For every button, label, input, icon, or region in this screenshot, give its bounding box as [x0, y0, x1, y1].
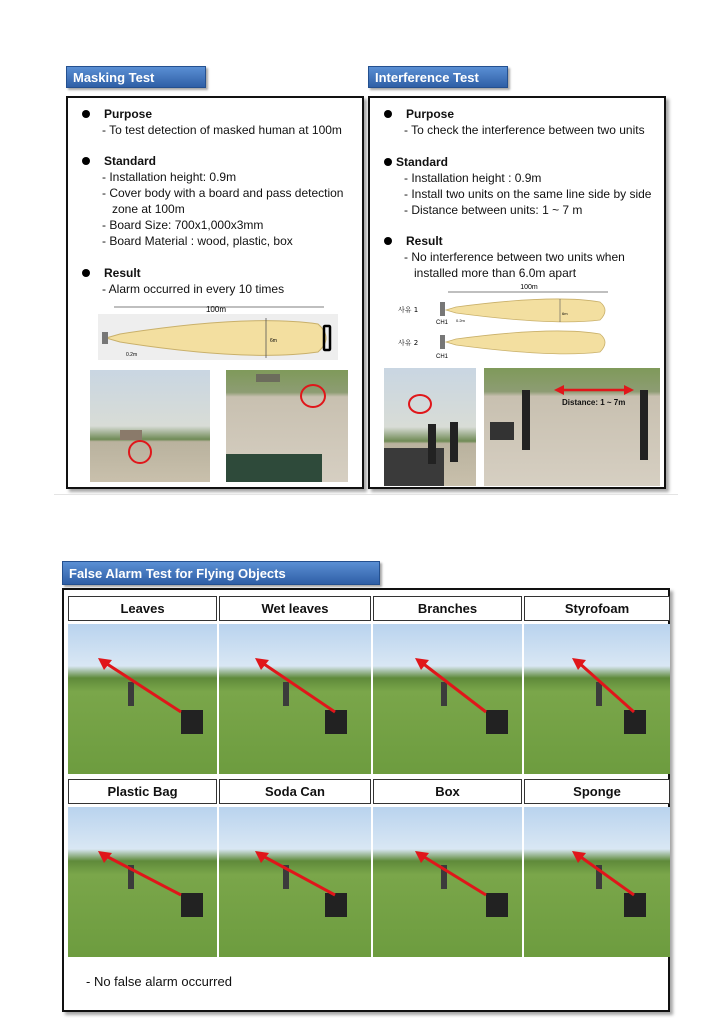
bullet-icon	[82, 157, 90, 165]
trajectory-arrow	[219, 807, 371, 957]
sensor-icon	[440, 335, 445, 349]
beam-unit-2	[446, 331, 605, 354]
masking-test-panel	[66, 96, 364, 489]
interference-standard	[370, 154, 664, 218]
unit1-label: 사유 1	[398, 306, 419, 314]
interference-test-panel	[368, 96, 666, 489]
tripod-shape	[450, 422, 458, 462]
interference-standard-head: Standard	[370, 154, 664, 170]
interference-zone-diagram	[394, 282, 644, 364]
object-label-branches: Branches	[373, 596, 522, 621]
masking-purpose-line: - To test detection of masked human at 100m	[102, 123, 342, 137]
ch-label: CH1	[436, 320, 449, 326]
bullet-icon	[82, 269, 90, 277]
object-photo-branches	[373, 624, 522, 774]
object-photo-styrofoam	[524, 624, 670, 774]
interference-result-line: - No interference between two units when	[404, 250, 625, 264]
height-label: 0.2m	[456, 318, 465, 323]
interference-result	[370, 233, 664, 281]
masking-result-line: - Alarm occurred in every 10 times	[102, 282, 285, 296]
masking-standard	[68, 153, 362, 249]
masking-purpose-head: Purpose	[68, 106, 362, 122]
width-label: 6m	[562, 311, 568, 316]
object-photo-plastic-bag	[68, 807, 217, 957]
trajectory-arrow	[68, 807, 217, 957]
sensor-icon	[102, 332, 108, 344]
masking-standard-line: zone at 100m	[112, 202, 185, 216]
beam-unit-1	[446, 299, 605, 322]
object-label-plastic-bag: Plastic Bag	[68, 779, 217, 804]
distance-label: Distance: 1 ~ 7m	[562, 398, 626, 407]
object-label-wet-leaves: Wet leaves	[219, 596, 371, 621]
object-photo-sponge	[524, 807, 670, 957]
interference-purpose-line: - To check the interference between two units	[404, 123, 645, 137]
masking-standard-line: - Board Size: 700x1,000x3mm	[102, 218, 264, 232]
false-alarm-result: - No false alarm occurred	[86, 974, 232, 989]
masking-photo-far	[90, 370, 210, 482]
unit2-label: 사유 2	[398, 339, 419, 347]
bullet-icon	[384, 110, 392, 118]
masking-zone-diagram	[98, 302, 338, 360]
object-photo-leaves	[68, 624, 217, 774]
masking-standard-head: Standard	[68, 153, 362, 169]
test-object-grid	[68, 596, 664, 962]
vehicle-shape	[226, 454, 322, 482]
interference-standard-line: - Distance between units: 1 ~ 7 m	[404, 203, 583, 217]
masking-standard-line: - Board Material : wood, plastic, box	[102, 234, 293, 248]
trajectory-arrow	[219, 624, 371, 774]
object-photo-soda-can	[219, 807, 371, 957]
object-photo-wet-leaves	[219, 624, 371, 774]
interference-photo-field	[384, 368, 476, 486]
length-label: 100m	[520, 284, 538, 291]
masking-result	[68, 265, 362, 297]
trajectory-arrow	[373, 807, 522, 957]
object-label-soda-can: Soda Can	[219, 779, 371, 804]
false-alarm-panel	[62, 588, 670, 1012]
object-label-leaves: Leaves	[68, 596, 217, 621]
trajectory-arrow	[68, 624, 217, 774]
height-label: 0.2m	[126, 352, 138, 358]
interference-standard-line: - Install two units on the same line side by side	[404, 187, 652, 201]
interference-purpose-head: Purpose	[370, 106, 664, 122]
marker-circle	[408, 394, 432, 414]
laptop-shape	[490, 422, 514, 440]
interference-test-tab: Interference Test	[368, 66, 508, 88]
interference-photo-units	[484, 368, 660, 486]
masking-photo-near	[226, 370, 348, 482]
interference-purpose	[370, 106, 664, 138]
false-alarm-tab: False Alarm Test for Flying Objects	[62, 561, 380, 585]
bullet-icon	[82, 110, 90, 118]
divider	[54, 494, 678, 495]
bullet-icon	[384, 237, 392, 245]
sensor-icon	[440, 302, 445, 316]
length-label: 100m	[205, 305, 227, 314]
object-photo-box	[373, 807, 522, 957]
trajectory-arrow	[373, 624, 522, 774]
width-label: 6m	[270, 338, 277, 344]
tripod-shape	[428, 424, 436, 464]
masking-standard-line: - Installation height: 0.9m	[102, 170, 237, 184]
masking-purpose	[68, 106, 362, 138]
building-shape	[120, 430, 142, 440]
interference-result-line: installed more than 6.0m apart	[414, 266, 577, 280]
ch-label: CH1	[436, 354, 449, 360]
trajectory-arrow	[524, 807, 670, 957]
object-label-styrofoam: Styrofoam	[524, 596, 670, 621]
trajectory-arrow	[524, 624, 670, 774]
interference-result-head: Result	[370, 233, 664, 249]
bullet-icon	[384, 158, 392, 166]
object-label-box: Box	[373, 779, 522, 804]
marker-circle	[128, 440, 152, 464]
interference-standard-line: - Installation height : 0.9m	[404, 171, 542, 185]
building-shape	[256, 374, 280, 382]
object-label-sponge: Sponge	[524, 779, 670, 804]
masking-standard-line: - Cover body with a board and pass detection	[102, 186, 344, 200]
masking-result-head: Result	[68, 265, 362, 281]
masking-test-tab: Masking Test	[66, 66, 206, 88]
marker-circle	[300, 384, 326, 408]
